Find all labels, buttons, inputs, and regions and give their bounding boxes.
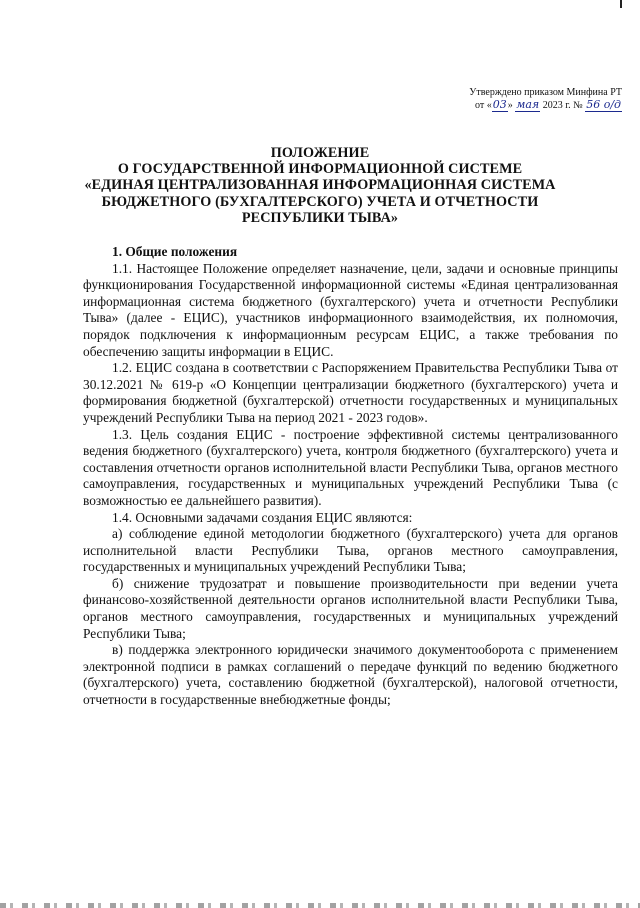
approval-number: 56 о/д (586, 98, 621, 111)
list-item-a: а) соблюдение единой методологии бюджетного (бухгалтерского) учета для органов исполнительной власти Республики Тыва, органов местного самоуправления, государственных и муниципальных учреждений Республики Тыва; (83, 526, 618, 575)
approval-line: Утверждено приказом Минфина РТ (469, 87, 622, 98)
title-line: О ГОСУДАРСТВЕННОЙ ИНФОРМАЦИОННОЙ СИСТЕМЕ (117, 161, 523, 178)
approval-date-line (475, 100, 622, 111)
title-line: РЕСПУБЛИКИ ТЫВА» (241, 209, 399, 226)
approval-year: 2023 г. № (542, 100, 583, 111)
title-line: БЮДЖЕТНОГО (БУХГАЛТЕРСКОГО) УЧЕТА И ОТЧЕТНОСТИ (101, 193, 539, 210)
paragraph-1-3: 1.3. Цель создания ЕЦИС - построение эффективной системы централизованного ведения бюджетного (бухгалтерского) учета, контроля бюджетного (бухгалтерского) учета и составления отчетности органов исполнительной власти Республики Тыва, органов местного самоуправления, государственных и муниципальных учреждений Республики Тыва (с возможностью ее дальнейшего развития). (83, 426, 618, 508)
title-line: «ЕДИНАЯ ЦЕНТРАЛИЗОВАННАЯ ИНФОРМАЦИОННАЯ СИСТЕМА (84, 177, 556, 194)
document-title (0, 145, 640, 226)
list-item-v: в) поддержка электронного юридически значимого документооборота с применением электронной подписи в рамках соглашений о передаче функций по ведению бюджетного (бухгалтерского) учета, составлению бюджетной (бухгалтерской), налоговой отчетности, отчетности в государственные внебюджетные фонды; (83, 642, 618, 708)
section-heading: 1. Общие положения (112, 244, 238, 259)
approval-close-quote: » (507, 100, 513, 111)
scan-corner-mark (620, 0, 622, 8)
scan-edge-artifact (0, 903, 640, 908)
paragraph-1-1: 1.1. Настоящее Положение определяет назначение, цели, задачи и основные принципы функционирования Государственной информационной системы «Единая централизованная информационная система бюджетного (бухгалтерского) учета и отчетности Республики Тыва» (далее - ЕЦИС), участников информационного взаимодействия, их полномочия, порядок подключения к информационным ресурсам ЕЦИС, а также требования по обеспечению защиты информации в ЕЦИС. (83, 260, 618, 359)
paragraph-1-2: 1.2. ЕЦИС создана в соответствии с Распоряжением Правительства Республики Тыва от 30.12.2021 № 619-р «О Концепции централизации бюджетного (бухгалтерского) учета и формирования бюджетной (бухгалтерской) отчетности государственных и муниципальных учреждений Республики Тыва на период 2021 - 2023 годов». (83, 360, 618, 425)
document-body (83, 244, 618, 709)
approval-prefix: от « (474, 100, 492, 111)
approval-stamp (422, 87, 622, 112)
title-line: ПОЛОЖЕНИЕ (270, 145, 370, 161)
approval-day: 03 (492, 98, 507, 111)
list-item-b: б) снижение трудозатрат и повышение производительности при ведении учета финансово-хозяйственной деятельности органов исполнительной власти Республики Тыва, органов местного самоуправления, государственных и муниципальных учреждений Республики Тыва; (83, 575, 618, 641)
paragraph-1-4: 1.4. Основными задачами создания ЕЦИС являются: (112, 509, 413, 525)
approval-month: мая (516, 98, 540, 111)
